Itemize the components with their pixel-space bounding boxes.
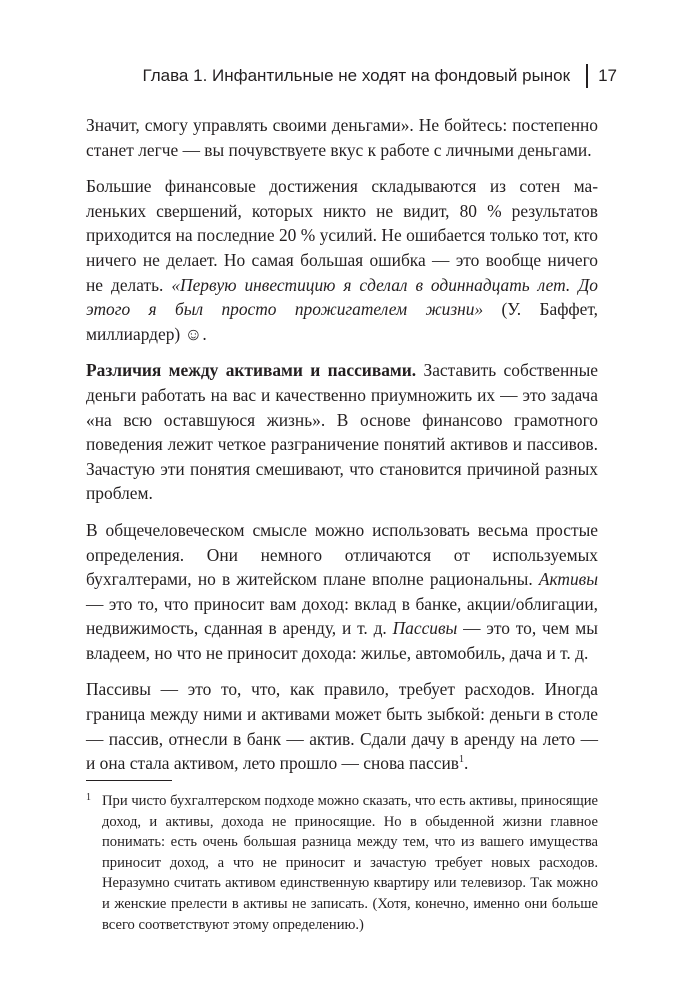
paragraph-2-text: Большие финансовые достижения складываются из сотен маленьких свершений, которых никто не видит, 80 % результатов приходится на последние 20 % усилий. Не ошибается только тот, кто ничего не делает. Но самая большая ошибка — это вообще ничего не делать. (86, 176, 598, 295)
running-header (142, 64, 617, 88)
quote-attribution: (У. Баффет, миллиардер) ☺. (86, 299, 598, 344)
paragraph-2 (86, 174, 598, 346)
paragraph-4-text-1: В общечеловеческом смысле можно использовать весьма простые определения. Они немного отличаются от используемых бухгалтерами, но в житейском плане вполне рациональны. (86, 519, 598, 590)
header-separator (586, 64, 588, 88)
paragraph-3-text: Заставить собственные деньги работать на вас и качественно приумножить их — это задача «на всю оставшуюся жизнь». В основе финансово грамотного поведения лежит четкое разграничение понятий активов и пассивов. Зачастую эти понятия смешивают, что становится причиной разных проблем. (86, 360, 598, 504)
paragraph-1 (86, 113, 598, 162)
footnote (86, 791, 598, 935)
paragraph-1-text: Значит, смогу управлять своими деньгами». Не бойтесь: постепенно станет легче — вы почувствуете вкус к работе с личными деньгами. (86, 115, 598, 160)
paragraph-3 (86, 358, 598, 506)
footnote-mark: 1 (86, 792, 91, 803)
buffett-quote: «Первую инвестицию я сделал в одиннадцать лет. До этого я был просто прожигателем жизни» (86, 274, 598, 320)
section-heading: Различия между активами и пассивами. (86, 360, 417, 381)
paragraph-5 (86, 677, 598, 775)
paragraph-5-text: Пассивы — это то, что, как правило, требует расходов. Иногда граница между ними и активами может быть зыбкой: деньги в столе — пассив, отнесли в банк — актив. Сдали дачу в аренду на лето — и она стала активом, лето прошло — снова пассив (86, 679, 598, 774)
paragraph-4-text-3: — это то, чем мы владеем, но что не приносит дохода: жилье, автомобиль, дача и т. д. (86, 618, 598, 663)
term-liabilities: Пассивы (392, 618, 458, 639)
body-text (86, 113, 598, 776)
paragraph-5-end: . (463, 753, 469, 774)
footnote-divider (86, 780, 172, 781)
paragraph-4-text-2: — это то, что приносит вам доход: вклад в банке, акции/облигации, недвижимость, сданная в аренду, и т. д. (86, 593, 598, 639)
page-number: 17 (598, 66, 617, 85)
footnote-text: При чисто бухгалтерском подходе можно сказать, что есть активы, приносящие доход, и активы, дохода не приносящие. Но в обыденной жизни главное понимать: есть очень большая разница между тем, что из вашего имущества приносит доход, а что не приносит и зачастую требует новых расходов. Неразумно считать активом единственную квартиру или телевизор. Так можно и женские прелести в активы не записать. (Хотя, конечно, именно они больше всего соответствуют этому определению.) (102, 793, 598, 933)
paragraph-4 (86, 518, 598, 666)
footnote-reference[interactable]: 1 (458, 754, 464, 766)
term-assets: Активы (538, 569, 598, 590)
running-title: Глава 1. Инфантильные не ходят на фондовый рынок (142, 66, 571, 85)
